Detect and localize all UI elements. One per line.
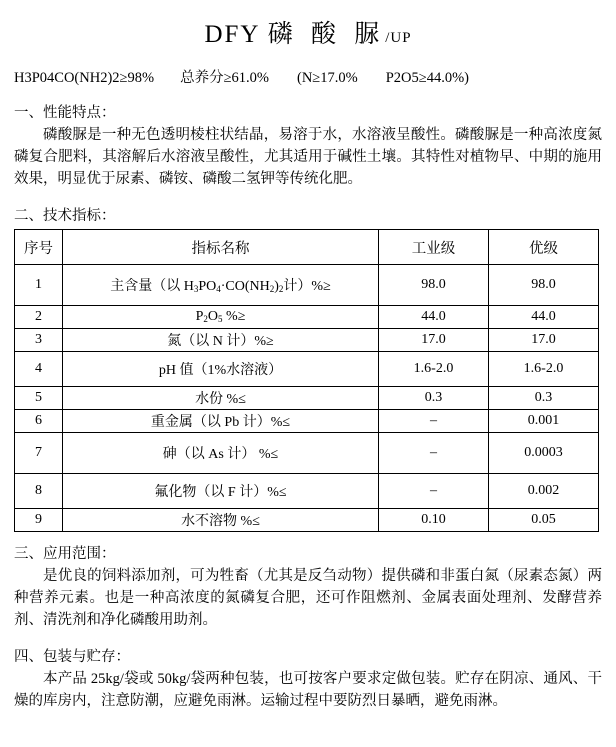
title-suffix: /UP bbox=[385, 30, 412, 46]
table-row bbox=[15, 387, 599, 410]
cell-industrial: 1.6-2.0 bbox=[379, 352, 489, 387]
cell-name: $P_2O_5$ %≥ bbox=[63, 306, 379, 329]
cell-industrial: – bbox=[379, 433, 489, 474]
formula-main: H3P04CO(NH2)2≥98% bbox=[14, 70, 155, 86]
table-row bbox=[15, 509, 599, 532]
cell-no: 8 bbox=[15, 474, 63, 509]
formula-p2o5: P2O5≥44.0%) bbox=[385, 70, 469, 86]
cell-industrial: – bbox=[379, 474, 489, 509]
cell-name: 氮（以 N 计）%≥ bbox=[63, 329, 379, 352]
cell-name: pH 值（1%水溶液） bbox=[63, 352, 379, 387]
section-paragraph-performance: 磷酸脲是一种无色透明棱柱状结晶，易溶于水，水溶液呈酸性。磷酸脲是一种高浓度氮磷复合肥料，其溶解后水溶液呈酸性，尤其适用于碱性土壤。其特性对植物早、中期的施用效果，明显优于尿素、磷铵、磷酸二氢钾等传统化肥。 bbox=[14, 127, 602, 187]
table-row bbox=[15, 306, 599, 329]
table-row bbox=[15, 265, 599, 306]
specification-table bbox=[14, 229, 599, 532]
cell-superior: 0.002 bbox=[489, 474, 599, 509]
section-heading-specs: 二、技术指标： bbox=[14, 208, 116, 224]
page-title bbox=[14, 14, 602, 50]
cell-no: 1 bbox=[15, 265, 63, 306]
table-row bbox=[15, 329, 599, 352]
cell-name: 砷（以 As 计） %≤ bbox=[63, 433, 379, 474]
cell-name: 水不溶物 %≤ bbox=[63, 509, 379, 532]
cell-no: 9 bbox=[15, 509, 63, 532]
formula-nitrogen: (N≥17.0% bbox=[297, 70, 358, 86]
cell-name: 主含量（以 $H_3PO_4\cdot CO(NH_2)_2$计）%≥ bbox=[63, 265, 379, 306]
table-row bbox=[15, 410, 599, 433]
table-header-name: 指标名称 bbox=[63, 230, 379, 265]
cell-industrial: 98.0 bbox=[379, 265, 489, 306]
cell-no: 6 bbox=[15, 410, 63, 433]
formula-line bbox=[14, 66, 602, 87]
cell-industrial: 44.0 bbox=[379, 306, 489, 329]
section-heading-packaging: 四、包装与贮存： bbox=[14, 649, 130, 665]
cell-industrial: 17.0 bbox=[379, 329, 489, 352]
title-prefix: DFY bbox=[204, 21, 261, 48]
title-chinese: 磷 酸 脲 bbox=[267, 21, 386, 48]
cell-name: 水份 %≤ bbox=[63, 387, 379, 410]
table-header-industrial: 工业级 bbox=[379, 230, 489, 265]
cell-no: 3 bbox=[15, 329, 63, 352]
cell-no: 4 bbox=[15, 352, 63, 387]
cell-superior: 0.001 bbox=[489, 410, 599, 433]
table-header-superior: 优级 bbox=[489, 230, 599, 265]
cell-superior: 1.6-2.0 bbox=[489, 352, 599, 387]
cell-superior: 0.05 bbox=[489, 509, 599, 532]
table-header-row bbox=[15, 230, 599, 265]
table-row bbox=[15, 474, 599, 509]
cell-industrial: – bbox=[379, 410, 489, 433]
cell-no: 7 bbox=[15, 433, 63, 474]
section-paragraph-application: 是优良的饲料添加剂，可为牲畜（尤其是反刍动物）提供磷和非蛋白氮（尿素态氮）两种营养元素。也是一种高浓度的氮磷复合肥，还可作阻燃剂、金属表面处理剂、发酵营养剂、清洗剂和净化磷酸用助剂。 bbox=[14, 568, 602, 628]
cell-name: 重金属（以 Pb 计）%≤ bbox=[63, 410, 379, 433]
cell-superior: 0.0003 bbox=[489, 433, 599, 474]
cell-superior: 0.3 bbox=[489, 387, 599, 410]
section-paragraph-packaging: 本产品 25kg/袋或 50kg/袋两种包装，也可按客户要求定做包装。贮存在阴凉、通风、干燥的库房内，注意防潮，应避免雨淋。运输过程中要防烈日暴晒，避免雨淋。 bbox=[14, 671, 602, 709]
cell-superior: 17.0 bbox=[489, 329, 599, 352]
cell-industrial: 0.10 bbox=[379, 509, 489, 532]
cell-industrial: 0.3 bbox=[379, 387, 489, 410]
cell-no: 5 bbox=[15, 387, 63, 410]
table-header-no: 序号 bbox=[15, 230, 63, 265]
cell-no: 2 bbox=[15, 306, 63, 329]
formula-total-nutrient: 总养分≥61.0% bbox=[180, 70, 269, 86]
section-heading-performance: 一、性能特点： bbox=[14, 105, 116, 121]
table-row bbox=[15, 352, 599, 387]
cell-superior: 44.0 bbox=[489, 306, 599, 329]
cell-name: 氟化物（以 F 计）%≤ bbox=[63, 474, 379, 509]
section-heading-application: 三、应用范围： bbox=[14, 546, 116, 562]
table-row bbox=[15, 433, 599, 474]
cell-superior: 98.0 bbox=[489, 265, 599, 306]
